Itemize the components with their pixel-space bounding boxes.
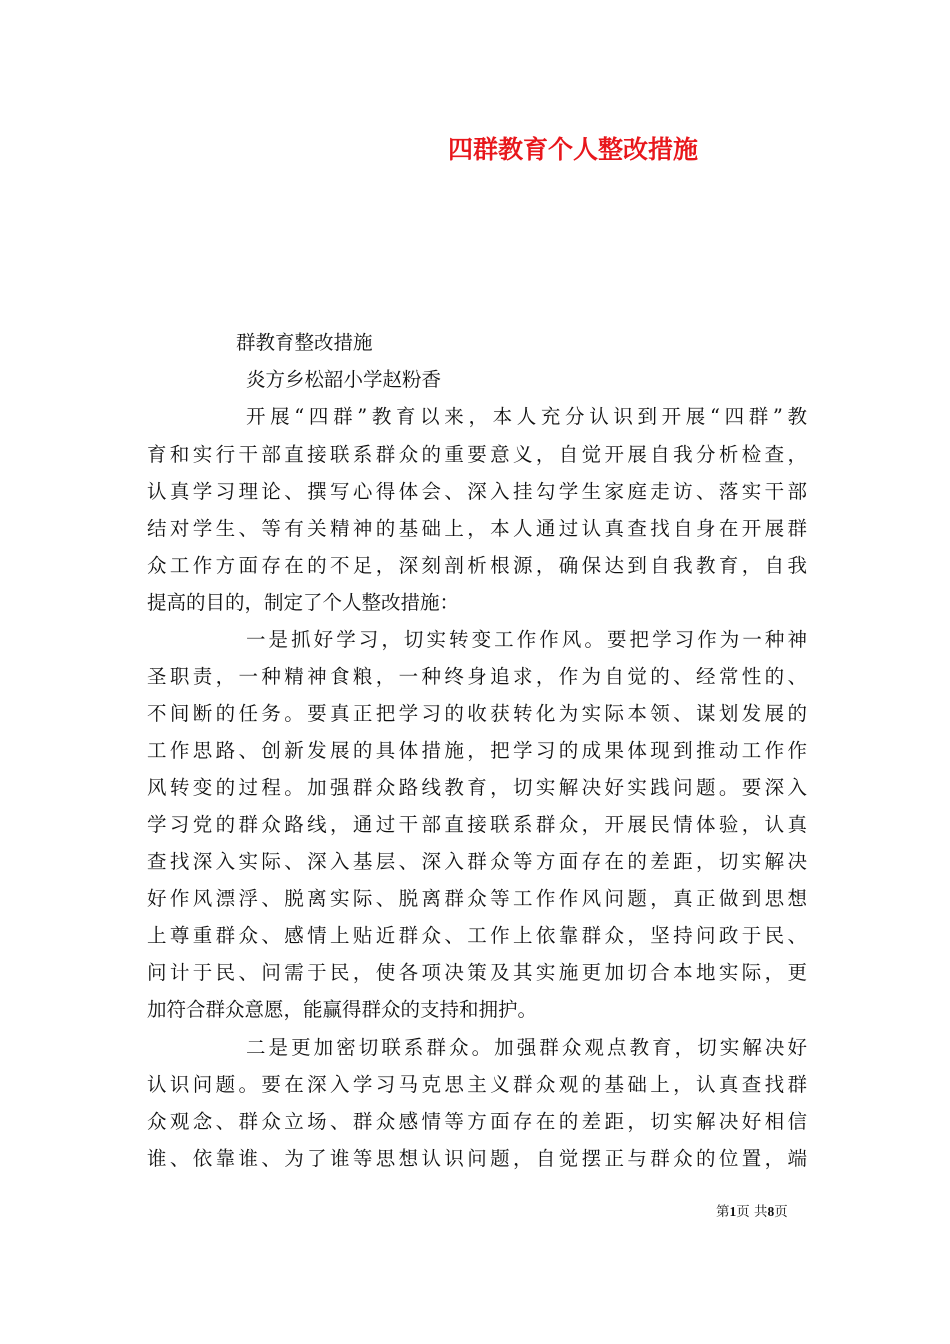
footer-middle: 页 共 xyxy=(736,1204,768,1220)
paragraph-line: 工作思路、创新发展的具体措施，把学习的成果体现到推动工作作 xyxy=(147,739,807,762)
paragraph-line: 二是更加密切联系群众。加强群众观点教育，切实解决好 xyxy=(246,1036,807,1059)
document-title: 四群教育个人整改措施 xyxy=(448,135,699,164)
paragraph-line: 众工作方面存在的不足，深刻剖析根源，确保达到自我教育，自我 xyxy=(147,554,807,577)
page-total: 8 xyxy=(767,1204,775,1219)
paragraph-line: 谁、依靠谁、为了谁等思想认识问题，自觉摆正与群众的位置，端 xyxy=(147,1147,807,1170)
paragraph-line: 加符合群众意愿，能赢得群众的支持和拥护。 xyxy=(147,998,538,1021)
paragraph-line: 认真学习理论、撰写心得体会、深入挂勾学生家庭走访、落实干部 xyxy=(147,480,807,503)
page-footer xyxy=(716,1203,788,1221)
paragraph-line: 认识问题。要在深入学习马克思主义群众观的基础上，认真查找群 xyxy=(147,1073,807,1096)
paragraph-line: 结对学生、等有关精神的基础上，本人通过认真查找自身在开展群 xyxy=(147,517,807,540)
document-subtitle: 群教育整改措施 xyxy=(236,331,373,354)
paragraph-line: 不间断的任务。要真正把学习的收获转化为实际本领、谋划发展的 xyxy=(147,702,807,725)
page-number: 1 xyxy=(729,1204,737,1219)
paragraph-line: 提高的目的，制定了个人整改措施： xyxy=(147,591,460,614)
paragraph-line: 育和实行干部直接联系群众的重要意义，自觉开展自我分析检查， xyxy=(147,443,807,466)
footer-suffix: 页 xyxy=(774,1204,788,1220)
paragraph-line: 上尊重群众、感情上贴近群众、工作上依靠群众，坚持问政于民、 xyxy=(147,924,807,947)
author-line: 炎方乡松韶小学赵粉香 xyxy=(246,368,442,391)
paragraph-line: 风转变的过程。加强群众路线教育，切实解决好实践问题。要深入 xyxy=(147,776,807,799)
paragraph-line: 查找深入实际、深入基层、深入群众等方面存在的差距，切实解决 xyxy=(147,850,807,873)
paragraph-line: 圣职责，一种精神食粮，一种终身追求，作为自觉的、经常性的、 xyxy=(147,665,807,688)
paragraph-line: 问计于民、问需于民，使各项决策及其实施更加切合本地实际，更 xyxy=(147,961,807,984)
paragraph-line: 众观念、群众立场、群众感情等方面存在的差距，切实解决好相信 xyxy=(147,1110,807,1133)
paragraph-line: 一是抓好学习，切实转变工作作风。要把学习作为一种神 xyxy=(246,628,807,651)
footer-prefix: 第 xyxy=(716,1204,730,1220)
paragraph-line: 学习党的群众路线，通过干部直接联系群众，开展民情体验，认真 xyxy=(147,813,807,836)
paragraph-line: 开展“四群”教育以来，本人充分认识到开展“四群”教 xyxy=(246,405,807,428)
paragraph-line: 好作风漂浮、脱离实际、脱离群众等工作作风问题，真正做到思想 xyxy=(147,887,807,910)
